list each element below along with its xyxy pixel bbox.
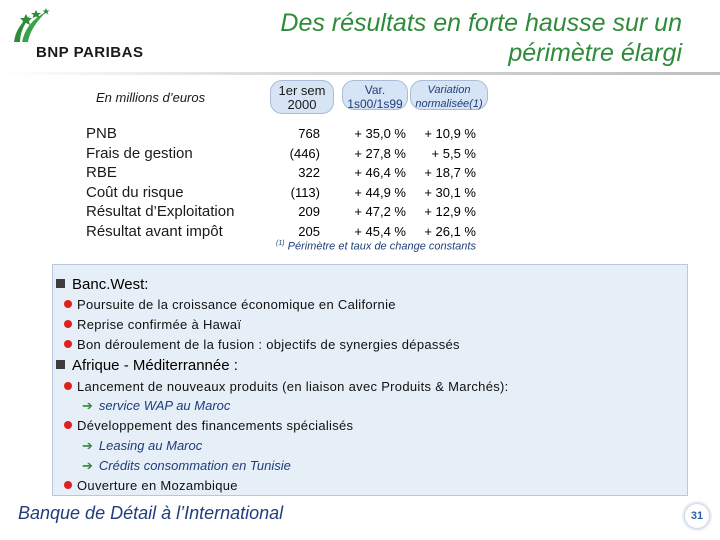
- footnote-text: Périmètre et taux de change constants: [287, 240, 476, 253]
- title-line-1: Des résultats en forte hausse sur un: [280, 9, 682, 37]
- row-labels: [86, 124, 234, 241]
- column-values-variation: [410, 124, 476, 241]
- cell-value: 209: [298, 204, 320, 219]
- cell-value: + 26,1 %: [424, 223, 476, 239]
- red-dot-icon: [64, 421, 72, 429]
- sub-bullet-text: Crédits consommation en Tunisie: [98, 458, 291, 473]
- table-footnote: [276, 240, 476, 253]
- title-line-2: périmètre élargi: [508, 39, 682, 67]
- square-bullet-icon: [56, 360, 65, 369]
- row-label: Résultat d’Exploitation: [86, 203, 235, 220]
- bullet-text: Poursuite de la croissance économique en Californie: [77, 297, 396, 312]
- column-header-1er-sem: [270, 80, 334, 114]
- red-dot-icon: [64, 300, 72, 308]
- row-label: Coût du risque: [86, 183, 184, 201]
- bullet-text: Ouverture en Mozambique: [77, 478, 238, 493]
- column-header-variation: [410, 80, 488, 110]
- bullet-text: Lancement de nouveaux produits (en liaison avec Produits & Marchés):: [77, 379, 509, 394]
- logo-text: BNP PARIBAS: [36, 44, 144, 61]
- bullet-item: [64, 337, 460, 352]
- square-bullet-icon: [56, 279, 65, 288]
- unit-label: En millions d’euros: [96, 90, 206, 105]
- cell-value: + 12,9 %: [424, 204, 476, 219]
- arrow-right-icon: ➔: [82, 398, 93, 413]
- sub-bullet-text: service WAP au Maroc: [98, 398, 231, 413]
- red-dot-icon: [64, 320, 72, 328]
- bullet-item: [64, 317, 241, 332]
- column-header-line: normalisée(1): [415, 98, 483, 110]
- sub-bullet-text: Leasing au Maroc: [98, 438, 203, 453]
- cell-value: + 35,0 %: [354, 126, 406, 141]
- cell-value: + 10,9 %: [424, 126, 476, 141]
- column-header-line: Variation: [427, 84, 471, 96]
- bullet-text: Développement des financements spécialisés: [77, 418, 354, 433]
- bullet-item: [64, 418, 353, 433]
- bullet-item: [64, 478, 238, 493]
- row-label: RBE: [86, 164, 117, 181]
- section-heading-text: Banc.West:: [72, 276, 149, 293]
- section-heading-text: Afrique - Méditerrannée :: [72, 357, 238, 374]
- column-values-var: [340, 124, 406, 241]
- stars-icon: [6, 8, 146, 48]
- arrow-right-icon: ➔: [82, 458, 93, 473]
- cell-value: + 45,4 %: [354, 223, 406, 239]
- red-dot-icon: [64, 340, 72, 348]
- sub-bullet-item: [82, 398, 230, 414]
- title-divider: [0, 72, 720, 75]
- row-label: Résultat avant impôt: [86, 222, 223, 240]
- row-label: PNB: [86, 125, 117, 142]
- row-label: Frais de gestion: [86, 144, 193, 162]
- bullet-text: Reprise confirmée à Hawaï: [77, 317, 242, 332]
- sub-bullet-item: [82, 438, 202, 454]
- column-values-1er-sem: [270, 124, 320, 241]
- cell-value: + 46,4 %: [354, 165, 406, 180]
- column-header-line: 1s00/1s99: [347, 97, 403, 111]
- column-header-line: 2000: [287, 97, 317, 112]
- section-heading-bancwest: [56, 276, 148, 293]
- column-header-line: 1er sem: [278, 83, 326, 98]
- section-heading-afrique: [56, 357, 238, 374]
- cell-value: 205: [298, 223, 320, 239]
- cell-value: + 30,1 %: [424, 184, 476, 200]
- cell-value: + 27,8 %: [354, 145, 406, 161]
- cell-value: + 18,7 %: [424, 165, 476, 180]
- footnote-marker: (1): [276, 240, 285, 247]
- bullet-item: [64, 297, 396, 312]
- footer-title: Banque de Détail à l’International: [18, 503, 284, 523]
- red-dot-icon: [64, 382, 72, 390]
- red-dot-icon: [64, 481, 72, 489]
- cell-value: + 5,5 %: [431, 145, 476, 161]
- bullet-text: Bon déroulement de la fusion : objectifs de synergies dépassés: [77, 337, 460, 352]
- cell-value: 768: [298, 126, 320, 141]
- cell-value: + 47,2 %: [354, 204, 406, 219]
- cell-value: 322: [298, 165, 320, 180]
- slide-title: [202, 8, 682, 68]
- column-header-line: Var.: [364, 83, 386, 97]
- bnp-paribas-logo: [6, 8, 146, 68]
- cell-value: (446): [289, 145, 320, 161]
- sub-bullet-item: [82, 458, 291, 474]
- cell-value: + 44,9 %: [354, 184, 406, 200]
- arrow-right-icon: ➔: [82, 438, 93, 453]
- cell-value: (113): [290, 184, 320, 200]
- page-number: 31: [684, 503, 710, 529]
- bullet-item: [64, 379, 509, 394]
- column-header-var: [342, 80, 408, 110]
